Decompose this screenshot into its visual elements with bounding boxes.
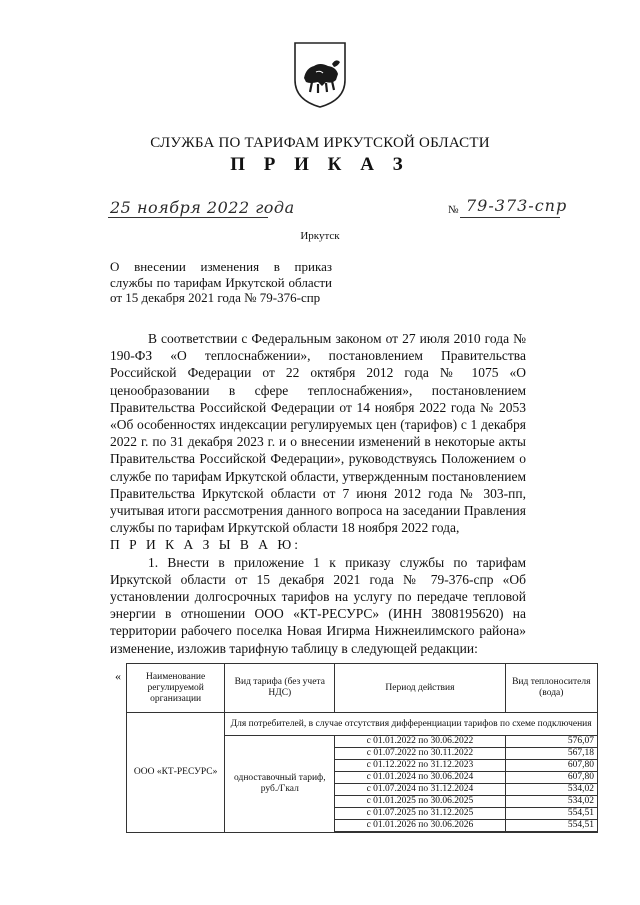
document-title: П Р И К А З (230, 154, 410, 175)
value-cell: 554,51 (505, 820, 597, 832)
handwritten-date: 25 ноября 2022 года (110, 198, 295, 217)
item-1-paragraph: 1. Внести в приложение 1 к приказу службы по тарифам Иркутской области от 15 декабря 2021 года № 79-376-спр «Об установлении долгосрочных тарифов на услугу по передаче тепловой энергии в отношении ООО «КТ-РЕСУРС» (ИНН 3808195620) на территории рабочего поселка Новая Игирма Нижнеилимского района» изменение, изложив тарифную таблицу в следующей редакции: (110, 554, 526, 656)
tariff-table (126, 663, 598, 833)
period-cell: с 01.12.2022 по 31.12.2023 (335, 760, 505, 772)
period-cell: с 01.01.2024 по 30.06.2024 (335, 772, 505, 784)
header-tariff-type: Вид тарифа (без учета НДС) (225, 664, 335, 713)
value-cell: 554,51 (505, 808, 597, 820)
value-cell: 534,02 (505, 784, 597, 796)
coat-of-arms-icon (292, 40, 348, 110)
period-cell: с 01.07.2025 по 31.12.2025 (335, 808, 505, 820)
table-row (127, 713, 598, 736)
order-word: П Р И К А З Ы В А Ю: (110, 537, 302, 553)
preamble-paragraph: В соответствии с Федеральным законом от 27 июля 2010 года № 190-ФЗ «О теплоснабжении», постановлением Правительства Российской Федерации от 22 октября 2012 года № 1075 «О ценообразовании в сфере теплоснабжения», постановлением Правительства Российской Федерации от 14 ноября 2022 года № 2053 «Об особенностях индексации регулируемых цен (тарифов) с 1 декабря 2022 г. по 31 декабря 2023 г. и о внесении изменений в некоторые акты Правительства Российской Федерации», руководствуясь Положением о службе по тарифам Иркутской области, утвержденным постановлением Правительства Иркутской области от 7 июня 2012 года № 303-пп, учитывая итоги рассмотрения данного вопроса на заседании Правления службы по тарифам Иркутской области 18 ноября 2022 года, (110, 331, 526, 536)
header-org: Наименование регулируемой организации (127, 664, 225, 713)
order-subject: О внесении изменения в приказ службы по тарифам Иркутской области от 15 декабря 2021 года № 79-376-спр (110, 259, 332, 305)
opening-quote: « (115, 669, 121, 683)
value-cell: 607,80 (505, 760, 597, 772)
value-cell: 576,07 (505, 736, 597, 748)
value-cell: 534,02 (505, 796, 597, 808)
number-underline (460, 217, 560, 218)
header-period: Период действия (335, 664, 505, 713)
agency-name: СЛУЖБА ПО ТАРИФАМ ИРКУТСКОЙ ОБЛАСТИ (150, 135, 490, 151)
period-cell: с 01.07.2022 по 30.11.2022 (335, 748, 505, 760)
consumers-note: Для потребителей, в случае отсутствия дифференциации тарифов по схеме подключения (225, 713, 598, 736)
tariff-type-cell: одноставочный тариф, руб./Гкал (225, 736, 335, 833)
period-cell: с 01.01.2022 по 30.06.2022 (335, 736, 505, 748)
city-name: Иркутск (300, 230, 340, 242)
period-cell: с 01.01.2025 по 30.06.2025 (335, 796, 505, 808)
value-cell: 567,18 (505, 748, 597, 760)
header-carrier: Вид теплоносителя (вода) (505, 664, 597, 713)
table-header-row (127, 664, 598, 713)
period-cell: с 01.01.2026 по 30.06.2026 (335, 820, 505, 832)
org-cell: ООО «КТ-РЕСУРС» (127, 713, 225, 833)
table-bottom-edge (335, 832, 598, 833)
period-cell: с 01.07.2024 по 31.12.2024 (335, 784, 505, 796)
value-cell: 607,80 (505, 772, 597, 784)
number-label: № (448, 204, 459, 216)
date-underline (108, 217, 268, 218)
handwritten-number: 79-373-спр (466, 196, 568, 215)
order-body (110, 330, 526, 657)
